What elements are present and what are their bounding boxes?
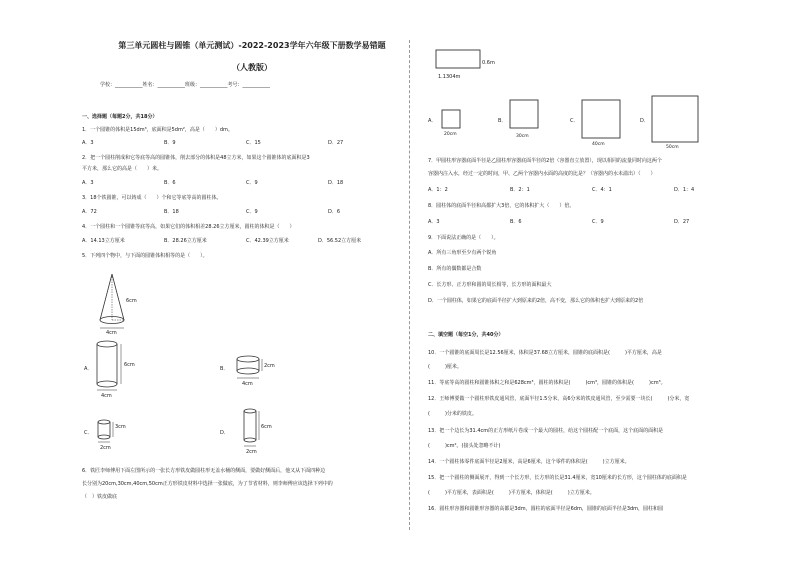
q1-option-c: C．15 <box>246 140 261 146</box>
option-d-diameter-label: 2cm <box>246 449 257 454</box>
option-a-height-label: 6cm <box>124 362 135 368</box>
q4-option-b: B．28.26立方厘米 <box>164 238 207 244</box>
student-info-line: 学校：___________姓名：___________班级：___________考号：___________ <box>100 82 271 88</box>
q9-option-c: C．长方形、正方形和圆的周长相等，长方形的面积最大 <box>428 282 552 288</box>
square-b-size: 30cm <box>516 134 529 139</box>
section-fill-heading: 二、填空题（每空1分，共40分） <box>428 332 504 338</box>
q9-option-a: A．所有三角形至少有两个锐角 <box>428 250 497 256</box>
q2-option-b: B．6 <box>164 180 176 186</box>
option-b-diameter-label: 4cm <box>242 381 253 387</box>
q4-option-c: C．42.39立方厘米 <box>246 238 289 244</box>
cone-height-label: 6cm <box>126 298 137 304</box>
column-divider <box>409 40 410 530</box>
question-11: 11．等底等高的圆柱和圆锥体积之和是628cm³，圆柱的体积是( )cm³，圆锥的体积是( )cm³。 <box>428 380 666 386</box>
cylinder-option-d <box>238 406 278 454</box>
square-option-a-label: A． <box>428 118 437 124</box>
question-12-line2: ( )分米的铁皮。 <box>428 411 477 417</box>
question-7-line1: 7．甲圆柱形容器底面半径是乙圆柱形容器底面半径的2倍（容器直立放置），现以相同的流量同时向这两个 <box>428 158 662 164</box>
page-title: 第三单元圆柱与圆锥（单元测试）-2022-2023学年六年级下册数学易错题 <box>118 41 386 50</box>
q8-option-d: D．27 <box>674 219 690 225</box>
question-10-line1: 10．一个圆锥的底面周长是12.56厘米，体积是37.68立方厘米，圆锥的底面积是( )平方厘米，高是 <box>428 350 662 356</box>
rect-height-label: 0.6m <box>482 60 495 66</box>
section-choice-heading: 一、选择题（每题2分，共18分） <box>82 114 158 120</box>
q2-option-a: A．3 <box>82 180 94 186</box>
q4-option-a: A．14.13立方厘米 <box>82 238 125 244</box>
square-option-c <box>580 98 626 148</box>
q3-option-d: D．6 <box>328 209 341 215</box>
question-6-line3: （ ）铁皮做底 <box>82 494 118 500</box>
question-2-line2: 平方米，那么它的高是（ ）米。 <box>82 166 163 172</box>
q7-option-a: A．1：2 <box>428 187 448 193</box>
q7-option-d: D．1：4 <box>674 187 695 193</box>
q2-option-d: D．18 <box>328 180 344 186</box>
question-1: 1．一个圆锥的体积是15dm³，底面积是5dm²，高是（ ）dm。 <box>82 127 233 133</box>
question-9: 9．下面说法正确的是（ ）。 <box>428 235 499 241</box>
question-14: 14．一个圆柱体零件底面半径是2厘米，高是6厘米，这个零件的体积是( )立方厘米。 <box>428 459 630 465</box>
iron-sheet-rectangle <box>430 44 510 84</box>
q9-option-d: D．一个圆柱体，如果它的底面半径扩大到原来的2倍，高不变，那么它的体积也扩大到原来的2倍 <box>428 298 644 304</box>
cylinder-option-a <box>92 338 142 400</box>
question-15-line1: 15．把一个圆柱的侧面展开，得到一个长方形，长方形的长是31.4厘米，宽10厘米的长方形，这个圆柱体的底面积是 <box>428 475 687 481</box>
question-4: 4．一个圆柱和一个圆锥等底等高，如果它们的体积相差28.26立方厘米，圆柱的体积是（ ） <box>82 224 295 230</box>
q8-option-b: B．6 <box>510 219 522 225</box>
q3-option-b: B．18 <box>164 209 179 215</box>
question-13-line1: 13．把一个边长为31.4cm的正方形纸片卷成一个最大的圆柱，给这个圆柱配一个底面，这个底面的面积是 <box>428 428 664 434</box>
question-15-line2: ( )平方厘米，表面积是( )平方厘米，体积是( )立方厘米。 <box>428 490 595 496</box>
option-a-diameter-label: 4cm <box>101 393 112 399</box>
question-6-line1: 6．铁匠李师傅用下面左图所示的一张长方形铁皮做圆柱形无盖水桶的侧面，要做好侧面后，他又从下面四种边 <box>82 468 326 474</box>
question-7-line2: 容器内注入水，经过一定的时间，甲、乙两个容器内水面的高度的比是？（容器内的水未溢出）（ ） <box>428 171 656 177</box>
q4-option-d: D．56.52立方厘米 <box>318 238 362 244</box>
cylinder-option-b <box>232 354 282 388</box>
option-b-height-label: 2cm <box>264 363 275 369</box>
q8-option-c: C．9 <box>592 219 604 225</box>
question-16: 16．圆柱形容器和圆锥形容器的高都是3dm，圆柱的底面半径是6dm，圆锥的底面半径是3dm，圆柱和圆 <box>428 506 664 512</box>
q3-option-c: C．9 <box>246 209 258 215</box>
q7-option-c: C．4：1 <box>592 187 612 193</box>
q5-option-b-label: B． <box>220 366 229 372</box>
cylinder-option-c <box>92 417 132 451</box>
option-d-height-label: 6cm <box>261 424 272 430</box>
question-2-line1: 2．把一个圆柱削成和它等底等高的圆锥体，削去部分的体积是48立方米，如果这个圆锥体的底面积是3 <box>82 155 310 161</box>
cone-diameter-label: 4cm <box>106 330 117 334</box>
q1-option-b: B．9 <box>164 140 176 146</box>
square-option-c-label: C． <box>570 118 579 124</box>
square-c-size: 40cm <box>592 142 605 147</box>
square-option-d <box>650 94 702 150</box>
option-c-height-label: 3cm <box>115 424 126 430</box>
question-8: 8．圆柱体的底面半径和高都扩大3倍，它的体积扩大（ ）倍。 <box>428 203 575 209</box>
square-option-b-label: B． <box>498 118 507 124</box>
q8-option-a: A．3 <box>428 219 440 225</box>
cone-figure <box>96 272 156 334</box>
rect-width-label: 1.1304m <box>438 74 461 80</box>
question-6-line2: 长分别为20cm,30cm,40cm,50cm正方形铁皮材料中选择一张做底，为了节省材料，则李师傅应该选择下列中的 <box>82 481 333 487</box>
question-12-line1: 12．王师傅要做一个圆柱形铁皮通风管，底面半径1.5分米，高6分米的铁皮通风管，至少需要一块长( )分米，宽 <box>428 396 690 402</box>
square-d-size: 50cm <box>666 145 679 150</box>
q5-option-a-label: A． <box>84 366 93 372</box>
question-13-line2: ( )cm²。(接头处忽略不计) <box>428 443 501 449</box>
q7-option-b: B．2：1 <box>510 187 530 193</box>
q1-option-d: D．27 <box>328 140 344 146</box>
q3-option-a: A．72 <box>82 209 97 215</box>
option-c-diameter-label: 2cm <box>100 445 111 451</box>
square-option-b <box>508 98 548 140</box>
q9-option-b: B．所有的偶数都是合数 <box>428 266 482 272</box>
square-option-d-label: D． <box>640 118 649 124</box>
q2-option-c: C．9 <box>246 180 258 186</box>
square-option-a <box>440 108 470 138</box>
q5-option-c-label: C． <box>84 430 93 436</box>
question-5: 5．下列四个物中，与下面的圆锥体积相等的是（ ）。 <box>82 253 208 259</box>
page-subtitle: （人教版） <box>232 63 272 72</box>
square-a-size: 20cm <box>444 132 457 137</box>
question-3: 3．18个铁圆锥，可以铸成（ ）个和它等底等高的圆柱体。 <box>82 195 222 201</box>
q1-option-a: A．3 <box>82 140 94 146</box>
q5-option-d-label: D． <box>220 430 229 436</box>
question-10-line2: ( )厘米。 <box>428 364 462 370</box>
